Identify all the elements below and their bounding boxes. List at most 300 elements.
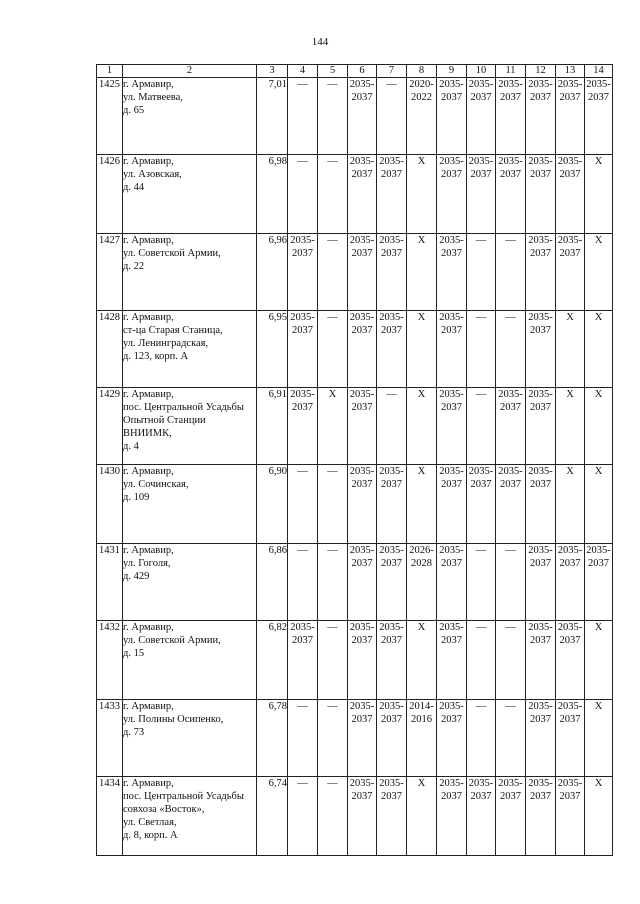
value-cell: 6,86: [257, 544, 288, 621]
period-line: 2035-: [439, 778, 464, 789]
period-cell: [526, 311, 556, 388]
column-header-2: 2: [123, 65, 257, 78]
column-header-11: 11: [496, 65, 526, 78]
period-cell: [496, 311, 526, 388]
period-line: 2035-: [290, 312, 315, 323]
period-line: X: [328, 389, 337, 400]
period-line: —: [505, 545, 516, 556]
period-cell: [288, 78, 318, 155]
period-line: 2035-: [349, 545, 375, 556]
column-header-6: 6: [348, 65, 377, 78]
address-cell: [123, 311, 257, 388]
period-cell: [526, 155, 556, 234]
column-header-1: 1: [97, 65, 123, 78]
address-cell: [123, 544, 257, 621]
period-line: 2035-: [528, 622, 553, 633]
period-line: —: [475, 701, 487, 712]
period-line: 2035-: [349, 466, 375, 477]
period-cell: [585, 621, 613, 700]
period-cell: [556, 388, 585, 465]
period-line: 2037: [351, 558, 373, 569]
period-line: X: [594, 389, 603, 400]
period-line: 2014-: [409, 701, 434, 712]
period-line: 2037: [470, 92, 492, 103]
address-line: д. 429: [123, 571, 150, 582]
period-line: 2035-: [528, 79, 553, 90]
period-line: X: [566, 312, 574, 323]
period-cell: [377, 700, 407, 777]
period-line: 2035-: [439, 701, 464, 712]
period-line: 2035-: [439, 622, 464, 633]
period-cell: [288, 621, 318, 700]
period-line: —: [327, 622, 338, 633]
period-cell: [288, 388, 318, 465]
period-line: 2037: [500, 169, 521, 180]
period-cell: [318, 621, 348, 700]
address-line: ул. Ленинградская,: [123, 338, 209, 349]
period-cell: [467, 234, 496, 311]
period-cell: [437, 544, 467, 621]
period-line: 2035-: [557, 79, 583, 90]
period-line: 2037: [470, 479, 492, 490]
row-number: 1429: [97, 388, 123, 465]
period-line: 2037: [530, 791, 551, 802]
period-cell: [467, 777, 496, 856]
address-line: д. 109: [123, 492, 150, 503]
period-cell: [496, 700, 526, 777]
value-cell: 6,90: [257, 465, 288, 544]
table-row: [97, 700, 613, 777]
address-line: д. 4: [123, 441, 139, 452]
period-cell: [288, 234, 318, 311]
period-line: 2037: [441, 558, 462, 569]
address-line: ВНИИМК,: [123, 428, 172, 439]
period-cell: [377, 465, 407, 544]
period-cell: [318, 544, 348, 621]
period-line: —: [475, 389, 487, 400]
column-header-4: 4: [288, 65, 318, 78]
period-line: X: [594, 156, 603, 167]
period-line: X: [594, 466, 603, 477]
period-cell: [318, 388, 348, 465]
address-line: г. Армавир,: [123, 778, 174, 789]
period-cell: [318, 700, 348, 777]
period-line: 2035-: [439, 312, 464, 323]
address-line: ул. Гоголя,: [123, 558, 171, 569]
table-row: [97, 465, 613, 544]
period-cell: [496, 777, 526, 856]
period-line: 2037: [530, 479, 551, 490]
table-row: [97, 621, 613, 700]
period-line: 2037: [292, 325, 313, 336]
period-cell: [318, 777, 348, 856]
period-line: 2035-: [349, 235, 375, 246]
address-line: д. 73: [123, 727, 145, 738]
period-line: 2035-: [439, 79, 464, 90]
period-line: 2037: [292, 635, 313, 646]
period-line: 2037: [559, 92, 581, 103]
period-cell: [556, 621, 585, 700]
address-cell: [123, 465, 257, 544]
address-line: ст-ца Старая Станица,: [123, 325, 223, 336]
period-line: 2035-: [557, 235, 583, 246]
period-line: —: [475, 622, 487, 633]
period-line: 2035-: [528, 778, 553, 789]
address-line: пос. Центральной Усадьбы: [123, 791, 244, 802]
period-cell: [585, 544, 613, 621]
address-line: д. 123, корп. А: [123, 351, 189, 362]
period-line: 2035-: [379, 778, 404, 789]
period-line: 2037: [500, 402, 521, 413]
period-line: 2035-: [468, 156, 494, 167]
table-row: [97, 544, 613, 621]
period-line: 2037: [292, 248, 313, 259]
address-line: г. Армавир,: [123, 156, 174, 167]
period-line: —: [505, 312, 516, 323]
column-header-12: 12: [526, 65, 556, 78]
address-cell: [123, 621, 257, 700]
period-line: 2037: [530, 248, 551, 259]
period-cell: [288, 311, 318, 388]
period-line: 2028: [411, 558, 432, 569]
period-cell: [556, 155, 585, 234]
period-line: —: [505, 701, 516, 712]
address-line: ул. Советской Армии,: [123, 635, 221, 646]
period-cell: [437, 777, 467, 856]
period-line: 2037: [559, 248, 581, 259]
period-cell: [467, 544, 496, 621]
period-cell: [437, 700, 467, 777]
period-cell: [288, 155, 318, 234]
address-cell: [123, 388, 257, 465]
period-line: 2035-: [528, 312, 553, 323]
value-cell: 6,82: [257, 621, 288, 700]
period-line: 2037: [381, 169, 402, 180]
period-line: —: [475, 545, 487, 556]
address-line: г. Армавир,: [123, 79, 174, 90]
period-line: X: [594, 778, 603, 789]
row-number: 1427: [97, 234, 123, 311]
period-cell: [585, 700, 613, 777]
period-line: —: [297, 79, 308, 90]
period-line: 2035-: [349, 701, 375, 712]
column-number-row: [97, 65, 613, 78]
period-line: 2037: [530, 635, 551, 646]
column-header-8: 8: [407, 65, 437, 78]
period-cell: [437, 155, 467, 234]
period-cell: [467, 465, 496, 544]
period-line: 2035-: [468, 79, 494, 90]
address-line: ул. Советской Армии,: [123, 248, 221, 259]
period-cell: [496, 544, 526, 621]
address-line: д. 8, корп. А: [123, 830, 178, 841]
period-line: —: [297, 545, 308, 556]
period-cell: [377, 388, 407, 465]
period-line: —: [505, 235, 516, 246]
table-row: [97, 777, 613, 856]
period-line: 2037: [500, 791, 521, 802]
period-line: 2035-: [349, 79, 375, 90]
period-cell: [467, 700, 496, 777]
address-line: ул. Азовская,: [123, 169, 182, 180]
period-cell: [556, 465, 585, 544]
period-cell: [556, 311, 585, 388]
period-line: 2035-: [498, 79, 523, 90]
period-line: —: [327, 778, 338, 789]
period-line: 2037: [441, 248, 462, 259]
period-line: 2035-: [439, 545, 464, 556]
period-cell: [437, 621, 467, 700]
period-line: 2035-: [498, 156, 523, 167]
address-line: совхоза «Восток»,: [123, 804, 205, 815]
period-line: 2037: [441, 169, 462, 180]
address-cell: [123, 78, 257, 155]
page-number: 144: [311, 36, 329, 48]
address-line: ул. Матвеева,: [123, 92, 183, 103]
period-cell: [407, 777, 437, 856]
table-row: [97, 155, 613, 234]
value-cell: 6,78: [257, 700, 288, 777]
period-line: 2035-: [349, 312, 375, 323]
address-line: г. Армавир,: [123, 235, 174, 246]
period-line: X: [594, 235, 603, 246]
period-line: 2026-: [409, 545, 434, 556]
period-line: —: [386, 389, 397, 400]
column-header-14: 14: [585, 65, 613, 78]
period-line: 2037: [559, 558, 581, 569]
period-line: 2037: [351, 479, 373, 490]
period-cell: [377, 234, 407, 311]
period-line: 2035-: [439, 389, 464, 400]
period-cell: [556, 544, 585, 621]
period-cell: [348, 234, 377, 311]
table-row: [97, 388, 613, 465]
period-line: 2037: [381, 558, 402, 569]
period-cell: [496, 234, 526, 311]
address-line: Опытной Станции: [123, 415, 206, 426]
period-line: —: [327, 545, 338, 556]
table-row: [97, 234, 613, 311]
period-cell: [407, 388, 437, 465]
period-line: 2037: [381, 791, 402, 802]
address-line: г. Армавир,: [123, 466, 174, 477]
period-line: X: [417, 466, 426, 477]
period-line: —: [297, 466, 308, 477]
period-line: —: [327, 466, 338, 477]
column-header-10: 10: [467, 65, 496, 78]
period-line: 2037: [530, 402, 551, 413]
period-line: 2035-: [528, 545, 553, 556]
period-line: 2035-: [586, 545, 611, 556]
period-line: 2037: [530, 92, 551, 103]
period-cell: [437, 311, 467, 388]
period-cell: [526, 78, 556, 155]
row-number: 1432: [97, 621, 123, 700]
period-cell: [437, 78, 467, 155]
row-number: 1431: [97, 544, 123, 621]
period-cell: [377, 78, 407, 155]
period-line: 2035-: [379, 312, 404, 323]
period-cell: [526, 388, 556, 465]
housing-table: [96, 64, 613, 856]
period-line: 2037: [559, 791, 581, 802]
period-line: X: [566, 466, 574, 477]
period-cell: [348, 388, 377, 465]
period-cell: [556, 78, 585, 155]
period-line: 2037: [530, 325, 551, 336]
period-line: 2035-: [528, 701, 553, 712]
period-line: —: [505, 622, 516, 633]
period-cell: [348, 544, 377, 621]
value-cell: 6,74: [257, 777, 288, 856]
period-line: 2037: [381, 714, 402, 725]
address-cell: [123, 234, 257, 311]
period-line: X: [417, 312, 426, 323]
period-cell: [348, 777, 377, 856]
period-line: X: [417, 622, 426, 633]
table-row: [97, 78, 613, 155]
period-cell: [556, 777, 585, 856]
address-line: ул. Светлая,: [123, 817, 177, 828]
period-line: 2022: [411, 92, 432, 103]
period-line: 2037: [441, 402, 462, 413]
period-line: 2035-: [528, 389, 553, 400]
period-line: 2035-: [290, 235, 315, 246]
address-line: д. 65: [123, 105, 145, 116]
row-number: 1434: [97, 777, 123, 856]
period-line: 2037: [500, 92, 521, 103]
period-cell: [496, 388, 526, 465]
period-cell: [467, 155, 496, 234]
period-cell: [526, 465, 556, 544]
period-line: 2035-: [498, 389, 523, 400]
period-line: 2035-: [379, 235, 404, 246]
period-line: 2037: [530, 714, 551, 725]
period-line: 2037: [351, 169, 373, 180]
period-line: 2016: [411, 714, 432, 725]
period-cell: [556, 700, 585, 777]
period-cell: [526, 544, 556, 621]
period-line: 2037: [351, 791, 373, 802]
period-line: 2035-: [379, 156, 404, 167]
period-cell: [407, 621, 437, 700]
period-line: 2037: [381, 635, 402, 646]
address-line: ул. Сочинская,: [123, 479, 189, 490]
address-line: г. Армавир,: [123, 622, 174, 633]
period-cell: [437, 465, 467, 544]
period-line: 2035-: [349, 156, 375, 167]
table-row: [97, 311, 613, 388]
period-line: 2035-: [557, 545, 583, 556]
period-line: 2035-: [557, 778, 583, 789]
column-header-9: 9: [437, 65, 467, 78]
period-cell: [377, 544, 407, 621]
period-line: 2035-: [349, 622, 375, 633]
table-body: [97, 78, 613, 856]
period-cell: [377, 155, 407, 234]
period-line: 2035-: [468, 466, 494, 477]
period-line: 2035-: [379, 701, 404, 712]
period-line: 2035-: [290, 389, 315, 400]
period-line: 2037: [381, 479, 402, 490]
period-line: —: [386, 79, 397, 90]
period-line: 2037: [470, 791, 492, 802]
period-cell: [496, 621, 526, 700]
address-line: д. 22: [123, 261, 145, 272]
period-line: 2037: [351, 402, 373, 413]
period-cell: [585, 465, 613, 544]
period-line: 2035-: [290, 622, 315, 633]
period-line: —: [297, 156, 308, 167]
column-header-5: 5: [318, 65, 348, 78]
period-cell: [407, 465, 437, 544]
period-cell: [348, 311, 377, 388]
period-cell: [585, 234, 613, 311]
period-line: —: [327, 235, 338, 246]
period-line: —: [327, 156, 338, 167]
address-line: пос. Центральной Усадьбы: [123, 402, 244, 413]
period-cell: [496, 78, 526, 155]
period-line: 2035-: [586, 79, 611, 90]
period-line: X: [417, 778, 426, 789]
period-line: 2037: [441, 791, 462, 802]
address-line: ул. Полины Осипенко,: [123, 714, 224, 725]
period-line: —: [327, 79, 338, 90]
period-line: 2037: [381, 248, 402, 259]
period-line: —: [327, 701, 338, 712]
period-cell: [318, 234, 348, 311]
period-cell: [467, 78, 496, 155]
period-line: 2035-: [557, 701, 583, 712]
column-header-3: 3: [257, 65, 288, 78]
address-cell: [123, 155, 257, 234]
period-cell: [318, 465, 348, 544]
period-cell: [288, 465, 318, 544]
period-line: 2035-: [528, 235, 553, 246]
period-line: —: [327, 312, 338, 323]
period-line: 2035-: [528, 156, 553, 167]
period-line: X: [594, 701, 603, 712]
period-line: 2037: [441, 714, 462, 725]
period-cell: [318, 155, 348, 234]
period-line: 2035-: [468, 778, 494, 789]
period-cell: [585, 388, 613, 465]
period-cell: [407, 544, 437, 621]
address-line: д. 44: [123, 182, 145, 193]
period-cell: [526, 700, 556, 777]
period-cell: [407, 78, 437, 155]
address-line: г. Армавир,: [123, 312, 174, 323]
period-line: 2037: [588, 558, 609, 569]
period-cell: [467, 621, 496, 700]
period-line: 2035-: [557, 622, 583, 633]
period-cell: [348, 621, 377, 700]
address-line: г. Армавир,: [123, 701, 174, 712]
address-line: г. Армавир,: [123, 545, 174, 556]
period-line: 2035-: [439, 466, 464, 477]
period-cell: [348, 78, 377, 155]
address-cell: [123, 700, 257, 777]
period-line: —: [475, 312, 487, 323]
period-cell: [348, 155, 377, 234]
period-line: 2037: [500, 479, 521, 490]
period-cell: [318, 311, 348, 388]
value-cell: 6,91: [257, 388, 288, 465]
period-line: 2035-: [498, 778, 523, 789]
period-line: 2035-: [439, 156, 464, 167]
period-line: 2037: [351, 714, 373, 725]
period-cell: [437, 234, 467, 311]
